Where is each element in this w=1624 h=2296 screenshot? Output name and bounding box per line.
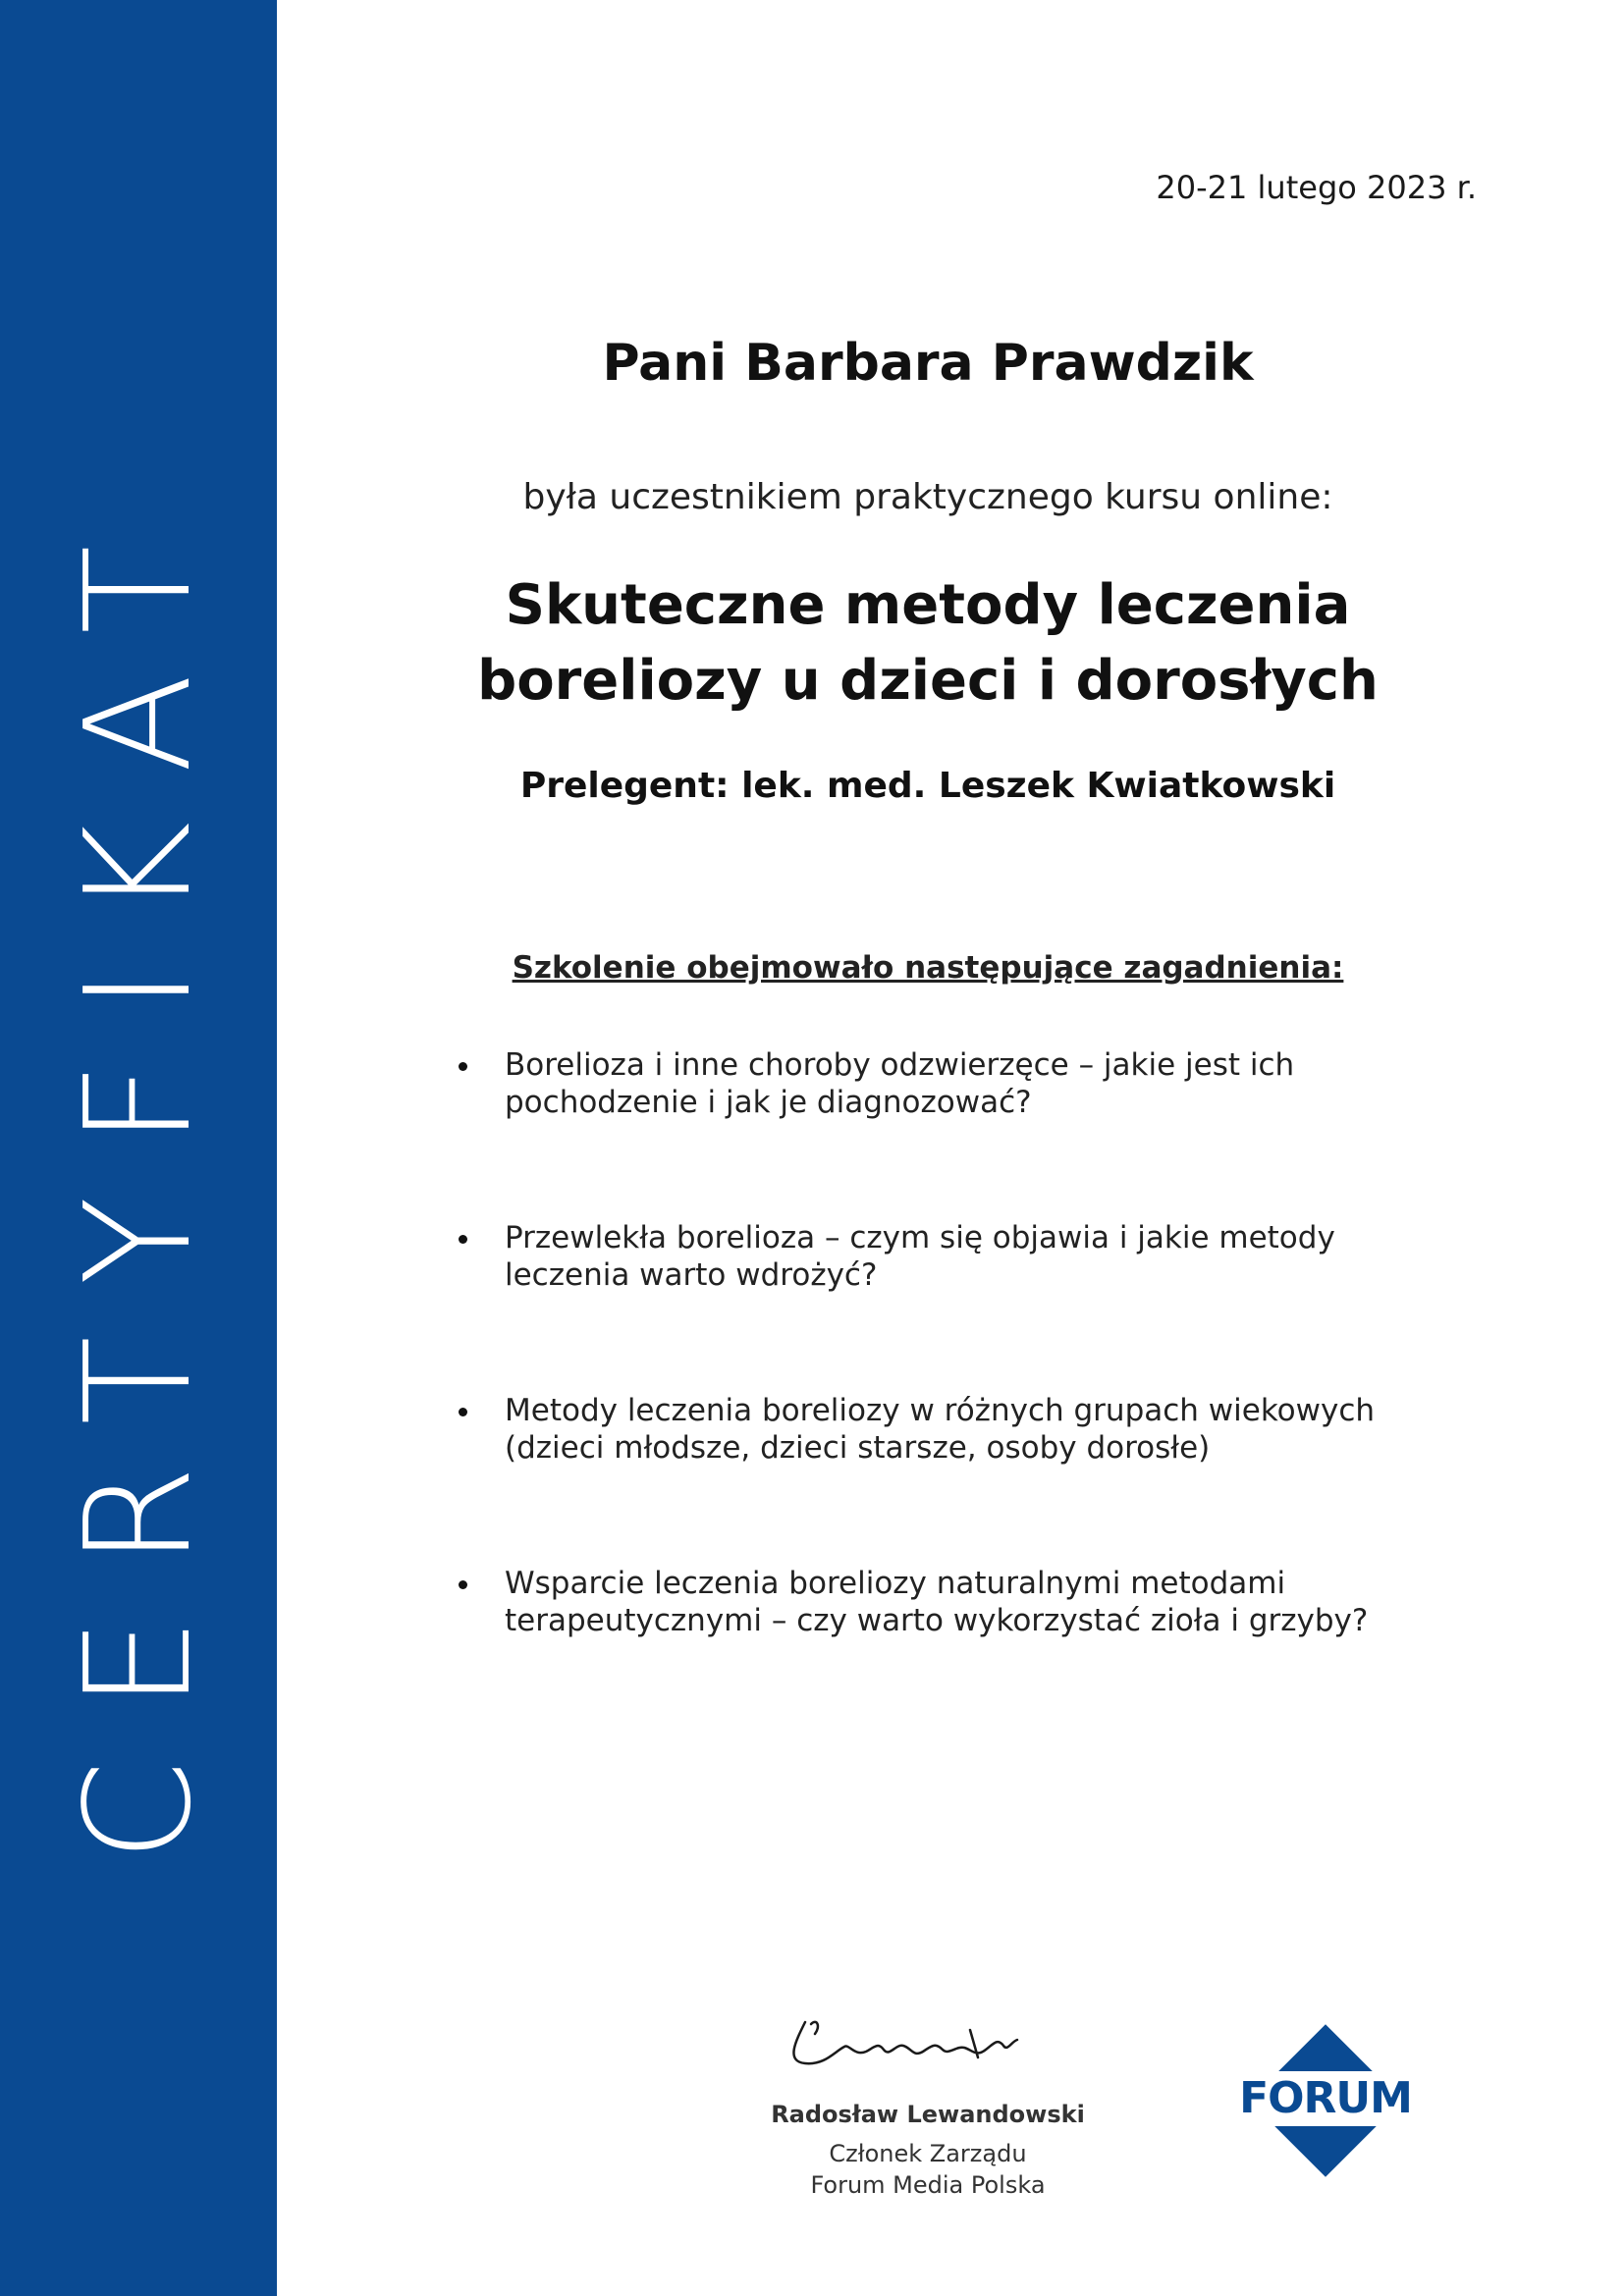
recipient-name: Pani Barbara Prawdzik (602, 334, 1254, 393)
course-title (383, 567, 1473, 719)
topic-line-2: terapeutycznymi – czy warto wykorzystać zioła i grzyby? (505, 1603, 1369, 1638)
topic-line-2: leczenia warto wdrożyć? (505, 1257, 878, 1293)
intro-text: była uczestnikiem praktycznego kursu online: (522, 477, 1333, 517)
signer-company: Forum Media Polska (810, 2171, 1046, 2199)
signature-icon (776, 2002, 1031, 2081)
topic-item (452, 1565, 1414, 1639)
certificate-vertical-title: CERTYFIKAT (54, 494, 223, 1862)
topic-line-1: Wsparcie leczenia boreliozy naturalnymi metodami (505, 1566, 1286, 1601)
certificate-date: 20-21 lutego 2023 r. (1156, 169, 1477, 206)
bullet-icon (459, 1235, 467, 1244)
course-title-line-1: Skuteczne metody leczenia (505, 573, 1351, 637)
speaker-line: Prelegent: lek. med. Leszek Kwiatkowski (519, 766, 1336, 806)
topics-list (452, 1046, 1414, 1737)
topic-line-1: Metody leczenia boreliozy w różnych grupach wiekowych (505, 1393, 1376, 1428)
bullet-icon (459, 1580, 467, 1589)
signer-name: Radosław Lewandowski (771, 2101, 1085, 2128)
bullet-icon (459, 1062, 467, 1071)
topic-item (452, 1392, 1414, 1467)
topic-line-1: Przewlekła borelioza – czym się objawia i jakie metody (505, 1220, 1335, 1255)
topic-item (452, 1046, 1414, 1121)
topic-line-2: pochodzenie i jak je diagnozować? (505, 1085, 1032, 1120)
course-title-line-2: boreliozy u dzieci i dorosłych (477, 649, 1379, 713)
topic-item (452, 1219, 1414, 1294)
signer-role: Członek Zarządu (829, 2140, 1027, 2167)
topics-heading: Szkolenie obejmowało następujące zagadnienia: (512, 950, 1344, 986)
forum-logo (1237, 2012, 1414, 2189)
logo-text: FORUM (1227, 2071, 1424, 2126)
bullet-icon (459, 1408, 467, 1416)
topic-line-1: Borelioza i inne choroby odzwierzęce – jakie jest ich (505, 1047, 1295, 1083)
topic-line-2: (dzieci młodsze, dzieci starsze, osoby dorosłe) (505, 1430, 1211, 1466)
sidebar-band (0, 0, 277, 2296)
